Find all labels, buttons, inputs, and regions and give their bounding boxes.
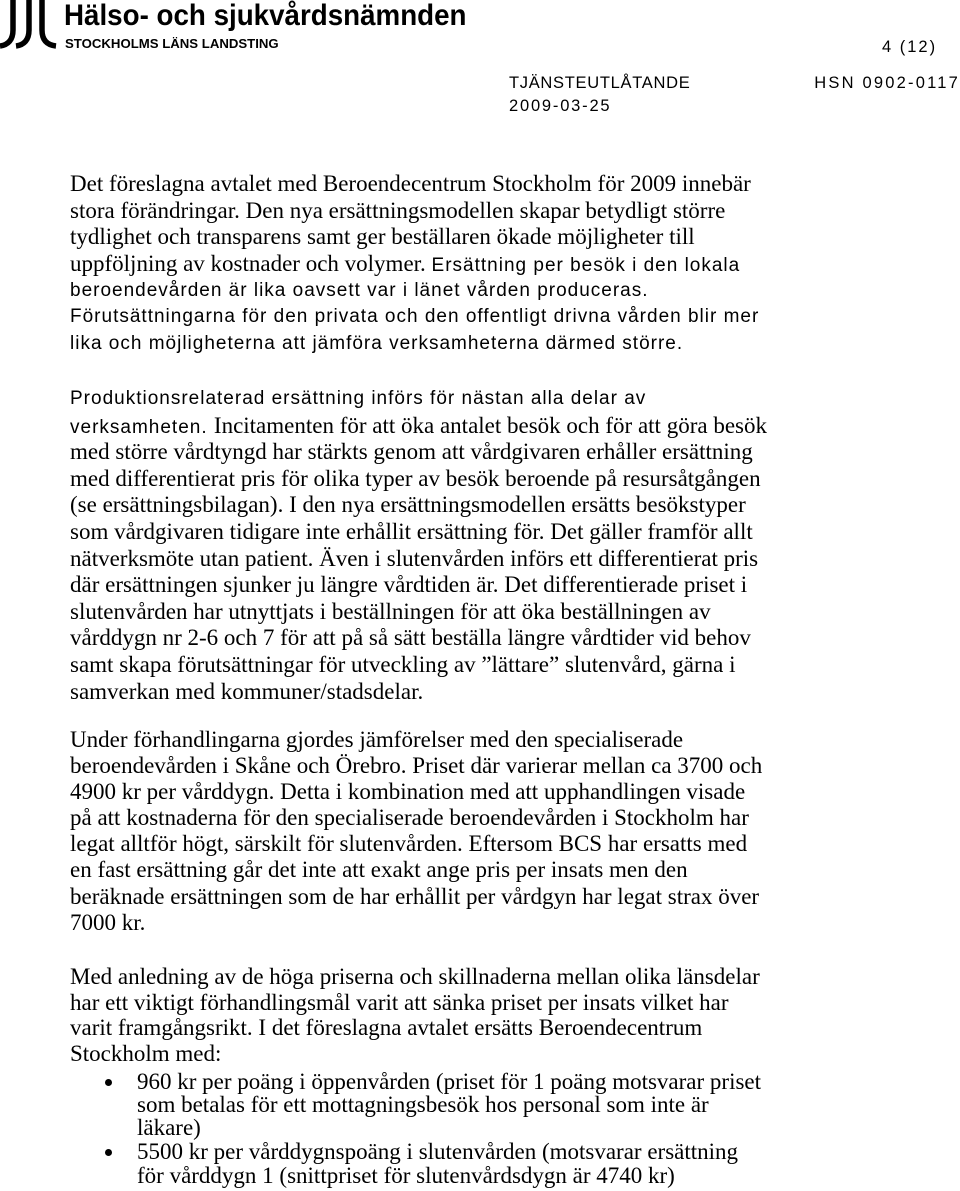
paragraph-line: Produktionsrelaterad ersättning införs för nästan alla delar av	[70, 388, 647, 409]
paragraph-line: tydlighet och transparens samt ger beställaren ökade möjligheter till	[70, 224, 695, 250]
list-item-line: som betalas för ett mottagningsbesök hos personal som inte är	[137, 1092, 709, 1117]
logo-stroke	[0, 0, 13, 46]
text-segment: Ersättning per besök i den lokala	[431, 255, 741, 277]
paragraph-line: 4900 kr per vårddygn. Detta i kombination med att upphandlingen visade	[70, 779, 746, 805]
paragraph-2	[70, 386, 790, 705]
paragraph-line: beroendevården i Skåne och Örebro. Priset där varierar mellan ca 3700 och	[70, 753, 763, 779]
list-item-line: 960 kr per poäng i öppenvården (priset för 1 poäng motsvarar priset	[137, 1069, 762, 1094]
page-number: 4 (12)	[882, 38, 938, 56]
paragraph-line: legat alltför högt, särskilt för slutenvården. Eftersom BCS har ersatts med	[70, 831, 748, 857]
paragraph-1	[70, 171, 790, 358]
paragraph-4	[70, 964, 790, 1067]
paragraph-line: varit framgångsrikt. I det föreslagna avtalet ersätts Beroendecentrum	[70, 1015, 703, 1041]
bullet-dot-icon	[105, 1079, 112, 1086]
landsting-logo-icon	[0, 0, 58, 50]
list-item-text	[137, 1070, 761, 1139]
paragraph-line	[70, 413, 790, 440]
paragraph-line: samverkan med kommuner/stadsdelar.	[70, 678, 424, 704]
paragraph-line: där ersättningen sjunker ju längre vårdtiden är. Det differentierade priset i	[70, 572, 748, 598]
paragraph-line: beroendevården är lika oavsett var i länet vården produceras.	[70, 279, 649, 301]
list-item	[70, 1140, 790, 1188]
paragraph-line: på att kostnaderna för den specialiserade beroendevården i Stockholm har	[70, 805, 749, 831]
paragraph-3	[70, 727, 790, 936]
paragraph-line: vårddygn nr 2-6 och 7 för att på så sätt beställa längre vårdtider vid behov	[70, 625, 751, 651]
paragraph-line: nätverksmöte utan patient. Även i slutenvården införs ett differentierat pris	[70, 545, 759, 571]
paragraph-line: lika och möjligheterna att jämföra verksamheterna därmed större.	[70, 333, 684, 355]
document-number: HSN 0902-0117	[814, 74, 960, 92]
paragraph-line: slutenvården har utnyttjats i beställningen för att öka beställningen av	[70, 598, 711, 624]
paragraph-line: (se ersättningsbilagan). I den nya ersättningsmodellen ersätts besökstyper	[70, 492, 746, 518]
paragraph-line: samt skapa förutsättningar för utveckling av ”lättare” slutenvård, gärna i	[70, 651, 736, 677]
paragraph-line: Med anledning av de höga priserna och skillnaderna mellan olika länsdelar	[70, 964, 760, 989]
paragraph-line	[70, 251, 790, 278]
bullet-dot-icon	[105, 1149, 112, 1156]
paragraph-line: Det föreslagna avtalet med Beroendecentrum Stockholm för 2009 innebär	[70, 171, 751, 196]
paragraph-line: med större vårdtyngd har stärkts genom att vårdgivaren erhåller ersättning	[70, 439, 753, 465]
list-item-line: läkare)	[137, 1115, 201, 1140]
document-type: TJÄNSTEUTLÅTANDE	[509, 74, 691, 92]
paragraph-line: beräknade ersättningen som de har erhållit per vårdgyn har legat strax över	[70, 883, 760, 909]
paragraph-line: Förutsättningarna för den privata och den offentligt drivna vården blir mer	[70, 306, 760, 328]
paragraph-line: en fast ersättning går det inte att exakt ange pris per insats men den	[70, 857, 688, 883]
text-segment: uppföljning av kostnader och volymer.	[70, 251, 432, 277]
text-segment: verksamheten.	[70, 416, 214, 438]
list-item-line: för vårddygn 1 (snittpriset för slutenvårdsdygn är 4740 kr)	[137, 1163, 675, 1188]
text-segment: Incitamenten för att öka antalet besök och för att göra besök	[213, 412, 767, 438]
logo-stroke	[16, 0, 29, 46]
paragraph-line: 7000 kr.	[70, 909, 146, 935]
organization-logo	[0, 0, 500, 52]
list-item-text	[137, 1140, 738, 1188]
paragraph-line: Stockholm med:	[70, 1041, 222, 1067]
paragraph-line: har ett viktigt förhandlingsmål varit att sänka priset per insats vilket har	[70, 989, 729, 1015]
paragraph-line: stora förändringar. Den nya ersättningsmodellen skapar betydligt större	[70, 197, 726, 223]
logo-stroke	[42, 0, 56, 46]
paragraph-line: med differentierat pris för olika typer av besök beroende på resursåtgången	[70, 465, 761, 491]
paragraph-line: Under förhandlingarna gjordes jämförelser med den specialiserade	[70, 727, 684, 752]
organization-subtitle: STOCKHOLMS LÄNS LANDSTING	[65, 36, 279, 51]
list-item-line: 5500 kr per vårddygnspoäng i slutenvården (motsvarar ersättning	[137, 1139, 739, 1164]
list-item	[70, 1070, 790, 1139]
paragraph-line: som vårdgivaren tidigare inte erhållit ersättning för. Det gäller framför allt	[70, 518, 753, 544]
organization-name: Hälso- och sjukvårdsnämnden	[64, 0, 467, 32]
document-date: 2009-03-25	[509, 97, 612, 115]
